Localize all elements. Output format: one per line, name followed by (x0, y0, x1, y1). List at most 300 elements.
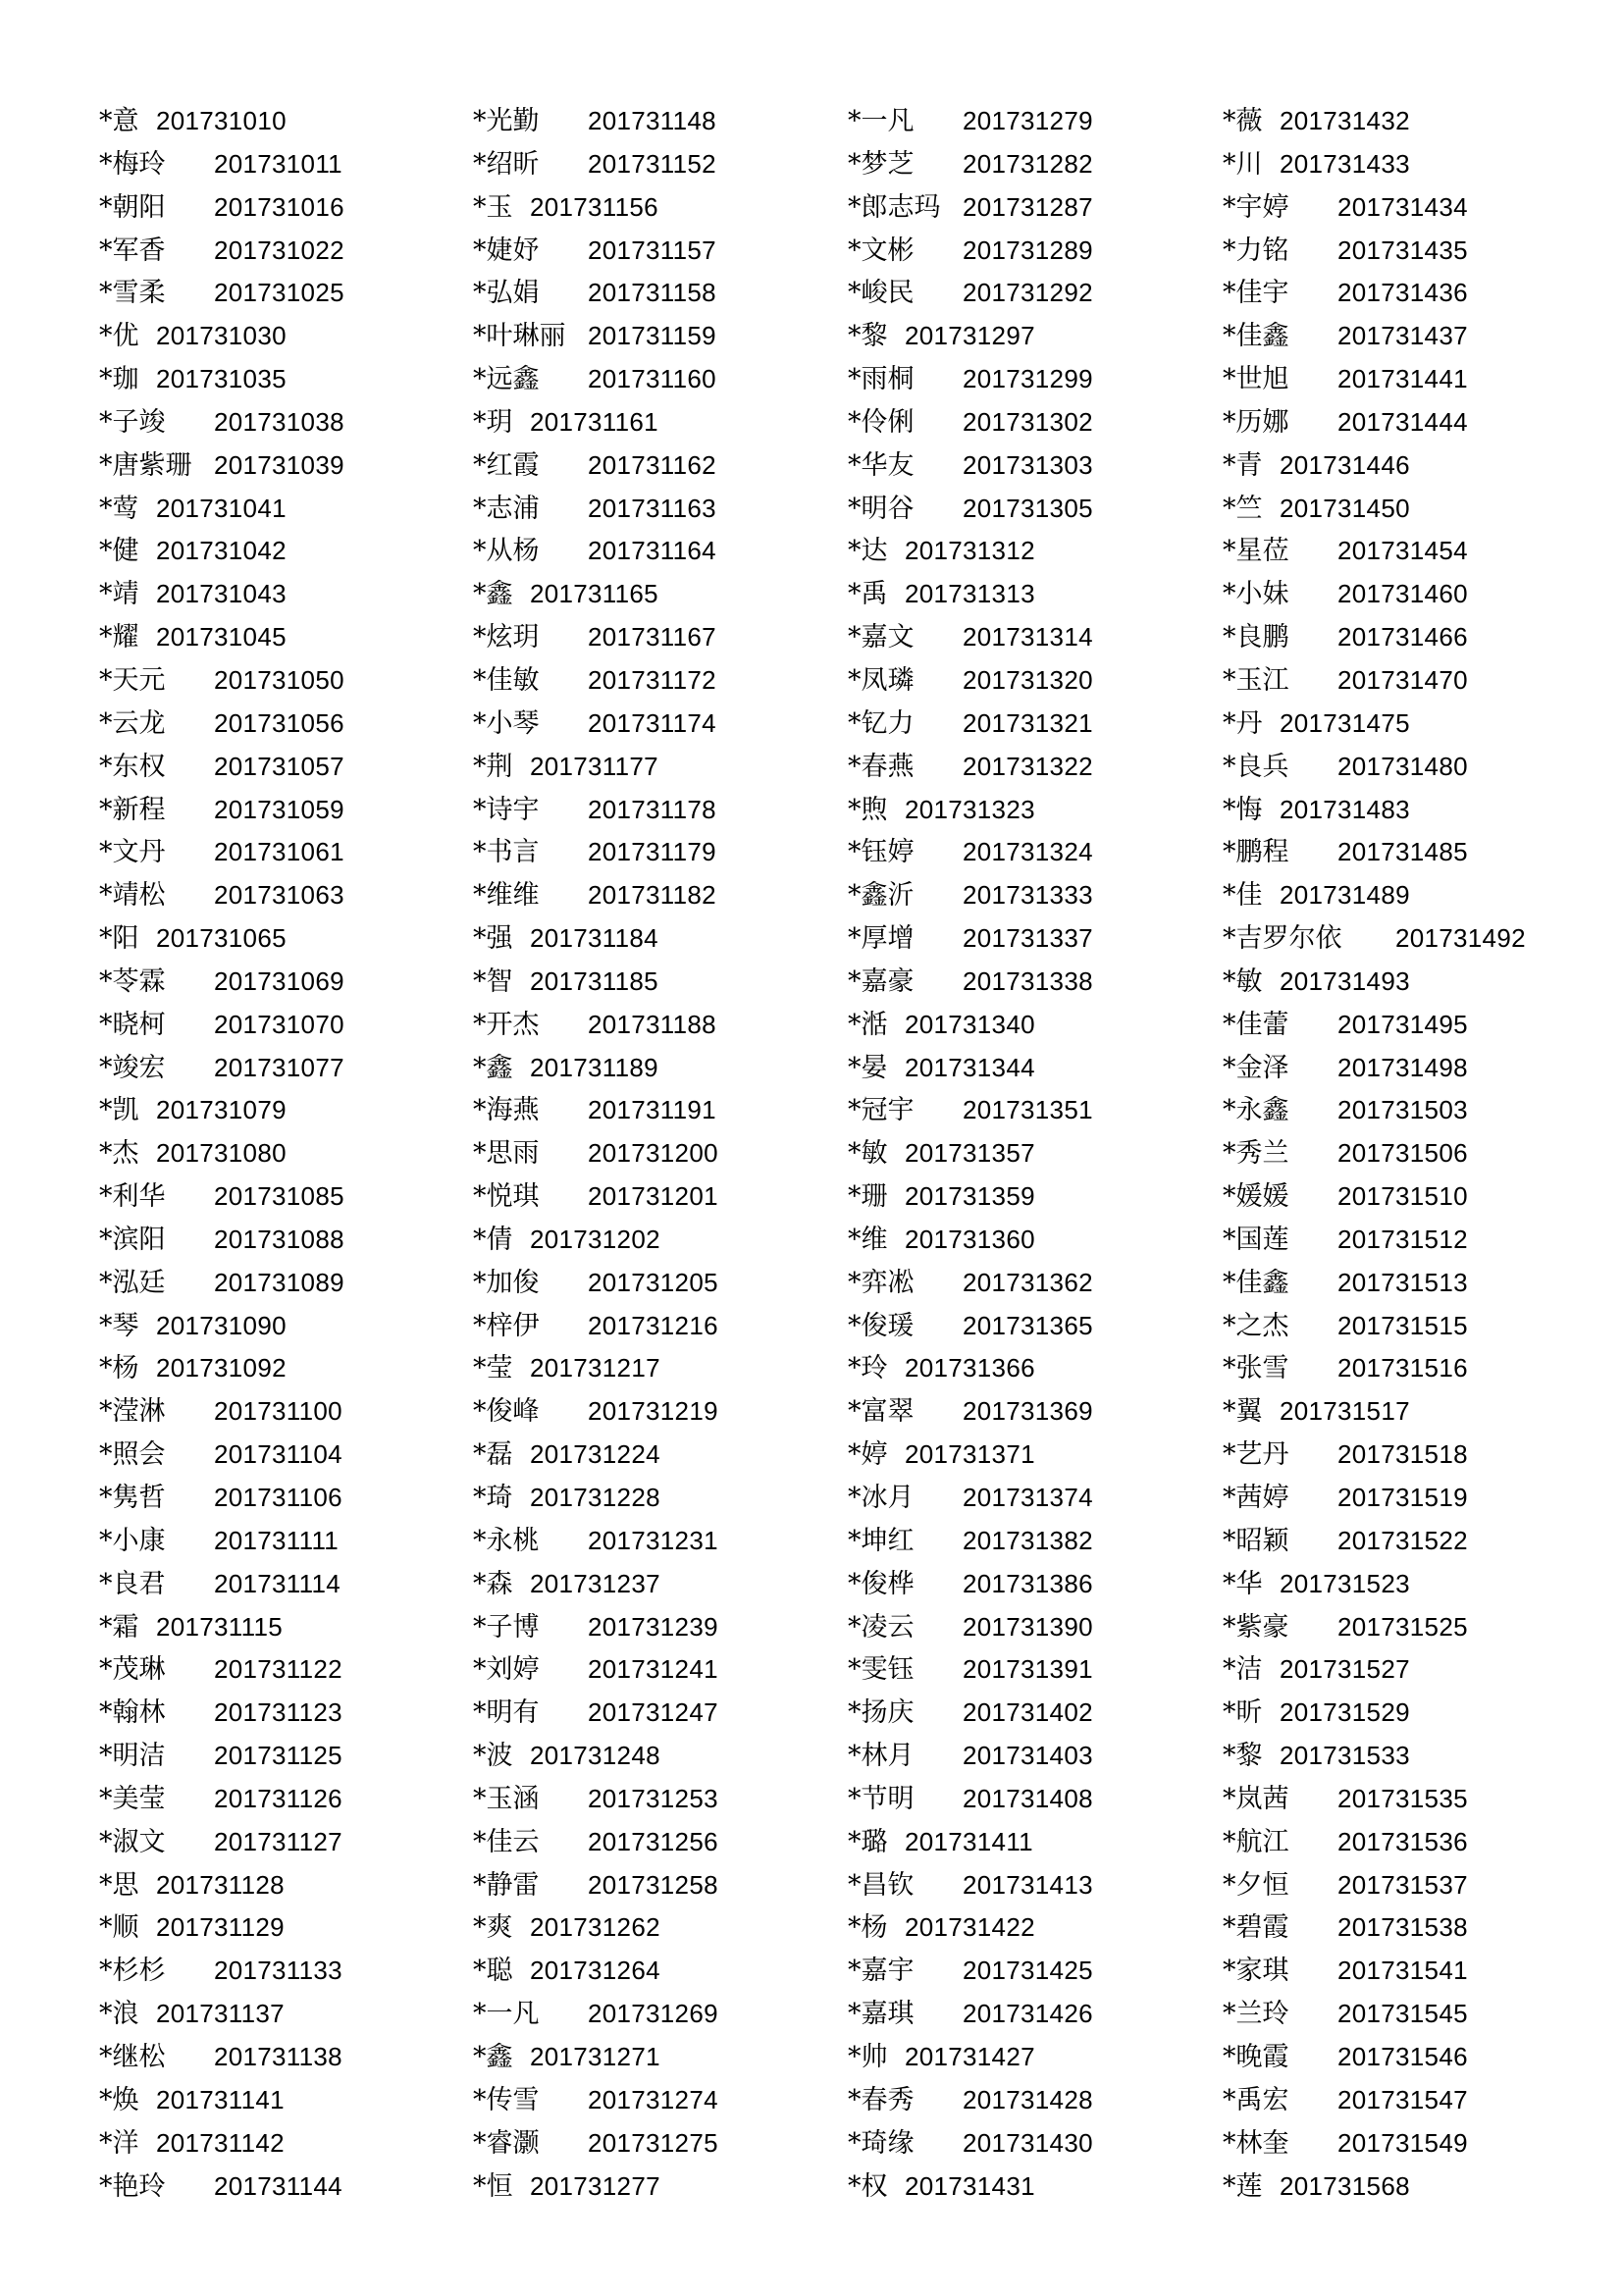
student-name: *鑫 (473, 579, 513, 610)
list-item (848, 1864, 1221, 1907)
student-name: *嘉琪 (848, 1999, 915, 2030)
student-id: 201731125 (214, 1741, 342, 1771)
student-id: 201731475 (1280, 707, 1410, 738)
student-name: *凯 (99, 1095, 139, 1126)
student-name: *俊峰 (473, 1396, 540, 1428)
student-id: 201731100 (214, 1396, 342, 1427)
list-item (1223, 1692, 1596, 1735)
student-name: *军香 (99, 235, 166, 266)
student-id: 201731141 (156, 2084, 285, 2114)
student-id: 201731011 (214, 148, 342, 179)
list-item (99, 444, 472, 488)
student-name: *佳敏 (473, 664, 540, 696)
student-id: 201731241 (588, 1654, 718, 1685)
student-id: 201731043 (156, 579, 287, 609)
student-name: *璐 (848, 1826, 888, 1857)
student-id: 201731365 (963, 1310, 1093, 1340)
student-name: *鹏程 (1223, 837, 1289, 868)
student-name: *泓廷 (99, 1267, 166, 1298)
student-name: *宇婷 (1223, 191, 1289, 223)
student-id: 201731313 (905, 579, 1035, 609)
student-name: *永鑫 (1223, 1095, 1289, 1126)
student-name: *梓伊 (473, 1310, 540, 1341)
student-id: 201731184 (530, 923, 658, 954)
student-name: *苓霖 (99, 965, 166, 997)
student-id: 201731016 (214, 191, 344, 222)
student-name: *倩 (473, 1224, 513, 1255)
student-id: 201731382 (963, 1525, 1093, 1555)
student-id: 201731338 (963, 965, 1093, 996)
list-item (1223, 488, 1596, 531)
student-id: 201731299 (963, 364, 1093, 394)
list-item (99, 1606, 472, 1649)
student-id: 201731297 (905, 321, 1035, 351)
list-item (473, 1434, 846, 1477)
student-name: *弘娟 (473, 278, 540, 309)
student-id: 201731517 (1280, 1396, 1410, 1427)
student-id: 201731525 (1337, 1611, 1468, 1642)
list-item (473, 917, 846, 961)
student-name: *淑文 (99, 1826, 166, 1857)
list-item (1223, 1047, 1596, 1090)
list-item (1223, 358, 1596, 401)
student-id: 201731115 (156, 1611, 283, 1642)
list-item (99, 659, 472, 703)
student-name: *岚茜 (1223, 1783, 1289, 1814)
student-name: *杰 (99, 1138, 139, 1170)
list-item (848, 1262, 1221, 1305)
student-name: *开杰 (473, 1009, 540, 1040)
student-name: *翰林 (99, 1697, 166, 1729)
student-name: *弈凇 (848, 1267, 915, 1298)
student-id: 201731191 (588, 1095, 716, 1125)
student-id: 201731506 (1337, 1138, 1468, 1169)
list-item (99, 1520, 472, 1563)
student-id: 201731492 (1395, 923, 1526, 954)
student-id: 201731360 (905, 1224, 1035, 1254)
student-id: 201731431 (905, 2170, 1035, 2201)
list-item (99, 1434, 472, 1477)
student-id: 201731217 (530, 1353, 660, 1383)
list-item (473, 1262, 846, 1305)
list-item (848, 186, 1221, 230)
list-item (473, 315, 846, 358)
student-name: *川 (1223, 148, 1263, 180)
student-name: *华友 (848, 449, 915, 481)
list-item (473, 230, 846, 273)
student-id: 201731202 (530, 1224, 660, 1254)
student-name: *琴 (99, 1310, 139, 1341)
list-item (1223, 1821, 1596, 1864)
student-id: 201731513 (1337, 1267, 1468, 1297)
student-id: 201731200 (588, 1138, 718, 1169)
student-id: 201731174 (588, 707, 716, 738)
list-item (473, 1906, 846, 1950)
student-id: 201731219 (588, 1396, 718, 1427)
student-id: 201731056 (214, 707, 344, 738)
list-item (1223, 789, 1596, 832)
list-item (848, 1132, 1221, 1175)
list-item (99, 831, 472, 874)
student-id: 201731441 (1337, 364, 1468, 394)
student-id: 201731138 (214, 2041, 342, 2071)
student-id: 201731460 (1337, 579, 1468, 609)
student-name: *昕 (1223, 1697, 1263, 1729)
list-item (473, 1305, 846, 1348)
student-name: *琦缘 (848, 2127, 915, 2159)
student-name: *茜婷 (1223, 1483, 1289, 1513)
list-item (1223, 1778, 1596, 1821)
student-id: 201731069 (214, 965, 344, 996)
student-id: 201731568 (1280, 2170, 1410, 2201)
list-item (473, 2036, 846, 2079)
list-item (99, 1692, 472, 1735)
list-item (473, 703, 846, 746)
student-name: *滢淋 (99, 1396, 166, 1428)
student-id: 201731289 (963, 235, 1093, 265)
list-item (99, 315, 472, 358)
student-name: *鑫 (473, 2041, 513, 2072)
name-column-1 (99, 100, 472, 2208)
student-name: *晏 (848, 1052, 888, 1083)
student-name: *丹 (1223, 707, 1263, 739)
list-item (1223, 272, 1596, 315)
list-item (99, 1175, 472, 1219)
student-name: *滨阳 (99, 1224, 166, 1255)
student-id: 201731247 (588, 1697, 718, 1728)
list-item (1223, 2036, 1596, 2079)
list-item (1223, 1735, 1596, 1778)
list-item (473, 1864, 846, 1907)
list-item (99, 1821, 472, 1864)
student-id: 201731088 (214, 1224, 344, 1254)
student-id: 201731515 (1337, 1310, 1468, 1340)
student-id: 201731450 (1280, 493, 1410, 523)
student-name: *佳鑫 (1223, 1267, 1289, 1298)
student-id: 201731157 (588, 235, 716, 265)
student-name: *达 (848, 536, 888, 567)
list-item (848, 1305, 1221, 1348)
student-id: 201731161 (530, 406, 658, 437)
list-item (473, 659, 846, 703)
student-name: *一凡 (473, 1999, 540, 2030)
student-id: 201731371 (905, 1439, 1035, 1470)
student-name: *之杰 (1223, 1310, 1289, 1341)
student-id: 201731522 (1337, 1525, 1468, 1555)
student-name: *焕 (99, 2084, 139, 2115)
list-item (1223, 1477, 1596, 1520)
list-item (848, 143, 1221, 186)
student-name: *雪柔 (99, 278, 166, 309)
student-id: 201731030 (156, 321, 287, 351)
list-item (1223, 2079, 1596, 2122)
list-item (99, 2036, 472, 2079)
student-name: *维 (848, 1224, 888, 1255)
list-item (99, 1305, 472, 1348)
student-id: 201731312 (905, 536, 1035, 566)
student-id: 201731090 (156, 1310, 287, 1340)
student-name: *冰月 (848, 1483, 915, 1513)
student-id: 201731177 (530, 751, 658, 781)
list-item (848, 401, 1221, 444)
student-name: *紫豪 (1223, 1611, 1289, 1643)
student-id: 201731386 (963, 1568, 1093, 1598)
list-item (99, 488, 472, 531)
list-item (848, 1434, 1221, 1477)
list-item (473, 401, 846, 444)
student-id: 201731035 (156, 364, 287, 394)
list-item (99, 1390, 472, 1434)
list-item (848, 272, 1221, 315)
student-name: *晓柯 (99, 1009, 166, 1040)
student-id: 201731466 (1337, 622, 1468, 652)
student-id: 201731065 (156, 923, 287, 954)
student-id: 201731523 (1280, 1568, 1410, 1598)
student-name: *嘉文 (848, 622, 915, 653)
student-name: *夕恒 (1223, 1869, 1289, 1901)
student-name: *书言 (473, 837, 540, 868)
list-item (1223, 2166, 1596, 2209)
list-item (473, 488, 846, 531)
student-name: *恒 (473, 2170, 513, 2202)
student-id: 201731137 (156, 1999, 285, 2029)
student-id: 201731320 (963, 664, 1093, 695)
list-item (99, 1648, 472, 1692)
student-name: *唐紫珊 (99, 449, 192, 481)
student-id: 201731122 (214, 1654, 342, 1685)
list-item (473, 874, 846, 917)
student-id: 201731337 (963, 923, 1093, 954)
student-id: 201731010 (156, 106, 287, 135)
student-id: 201731435 (1337, 235, 1468, 265)
list-item (1223, 1520, 1596, 1563)
student-id: 201731061 (214, 837, 344, 867)
student-name: *敏 (848, 1138, 888, 1170)
student-name: *禹 (848, 579, 888, 610)
student-name: *薇 (1223, 106, 1263, 136)
student-name: *黎 (848, 321, 888, 352)
student-id: 201731470 (1337, 664, 1468, 695)
list-item (99, 1950, 472, 1993)
student-name: *权 (848, 2170, 888, 2202)
student-name: *红霞 (473, 449, 540, 481)
list-item (99, 703, 472, 746)
list-item (473, 789, 846, 832)
student-id: 201731152 (588, 148, 716, 179)
student-id: 201731189 (530, 1052, 658, 1082)
student-id: 201731444 (1337, 406, 1468, 437)
student-id: 201731321 (963, 707, 1093, 738)
student-id: 201731092 (156, 1353, 287, 1383)
student-name: *洁 (1223, 1654, 1263, 1686)
student-name: *林月 (848, 1741, 915, 1772)
list-item (1223, 230, 1596, 273)
student-name: *霜 (99, 1611, 139, 1643)
student-id: 201731305 (963, 493, 1093, 523)
student-id: 201731237 (530, 1568, 660, 1598)
student-name: *志浦 (473, 493, 540, 524)
student-name: *伶俐 (848, 406, 915, 438)
student-id: 201731359 (905, 1181, 1035, 1212)
student-name: *张雪 (1223, 1353, 1289, 1384)
student-name: *煦 (848, 794, 888, 825)
student-name: *从杨 (473, 536, 540, 567)
list-item (473, 746, 846, 789)
list-item (848, 2122, 1221, 2166)
student-id: 201731039 (214, 449, 344, 480)
student-id: 201731362 (963, 1267, 1093, 1297)
student-name: *玥 (473, 406, 513, 438)
list-item (99, 917, 472, 961)
list-item (99, 1735, 472, 1778)
student-name: *文丹 (99, 837, 166, 868)
list-item (848, 1347, 1221, 1390)
list-item (1223, 1089, 1596, 1132)
student-id: 201731366 (905, 1353, 1035, 1383)
student-name: *竣宏 (99, 1052, 166, 1083)
student-id: 201731224 (530, 1439, 660, 1470)
student-id: 201731144 (214, 2170, 342, 2201)
student-id: 201731549 (1337, 2127, 1468, 2158)
student-id: 201731436 (1337, 278, 1468, 308)
list-item (99, 1778, 472, 1821)
student-id: 201731411 (905, 1826, 1033, 1856)
student-name: *梅玲 (99, 148, 166, 180)
student-id: 201731050 (214, 664, 344, 695)
list-item (1223, 1132, 1596, 1175)
student-id: 201731165 (530, 579, 658, 609)
student-id: 201731357 (905, 1138, 1035, 1169)
student-name: *节明 (848, 1783, 915, 1814)
student-name: *炫玥 (473, 622, 540, 653)
list-item (1223, 917, 1596, 961)
student-name: *媛媛 (1223, 1181, 1289, 1213)
student-id: 201731533 (1280, 1741, 1410, 1771)
list-item (1223, 530, 1596, 573)
student-id: 201731547 (1337, 2084, 1468, 2114)
list-item (473, 1089, 846, 1132)
student-name: *小妹 (1223, 579, 1289, 610)
student-id: 201731172 (588, 664, 716, 695)
student-name: *吉罗尔依 (1223, 923, 1342, 955)
student-id: 201731433 (1280, 148, 1410, 179)
student-id: 201731437 (1337, 321, 1468, 351)
list-item (1223, 2122, 1596, 2166)
student-id: 201731156 (530, 191, 658, 222)
student-id: 201731344 (905, 1052, 1035, 1082)
list-item (473, 1347, 846, 1390)
list-item (473, 1648, 846, 1692)
list-item (473, 143, 846, 186)
list-item (473, 1692, 846, 1735)
student-id: 201731480 (1337, 751, 1468, 781)
student-name: *鑫沂 (848, 880, 915, 912)
student-name: *良鹏 (1223, 622, 1289, 653)
list-item (848, 1906, 1221, 1950)
student-id: 201731164 (588, 536, 716, 566)
student-id: 201731454 (1337, 536, 1468, 566)
student-id: 201731179 (588, 837, 716, 867)
student-name: *艺丹 (1223, 1439, 1289, 1471)
student-id: 201731089 (214, 1267, 344, 1297)
list-item (99, 1906, 472, 1950)
list-item (848, 789, 1221, 832)
student-name: *利华 (99, 1181, 166, 1213)
student-name: *智 (473, 965, 513, 997)
student-id: 201731333 (963, 880, 1093, 911)
student-id: 201731390 (963, 1611, 1093, 1642)
student-id: 201731162 (588, 449, 716, 480)
list-item (99, 616, 472, 659)
student-id: 201731253 (588, 1783, 718, 1813)
list-item (1223, 1305, 1596, 1348)
student-id: 201731314 (963, 622, 1093, 652)
student-name: *钇力 (848, 707, 915, 739)
student-id: 201731351 (963, 1095, 1093, 1125)
list-item (1223, 831, 1596, 874)
list-item (848, 703, 1221, 746)
student-name: *睿灏 (473, 2127, 540, 2159)
student-name: *婕妤 (473, 235, 540, 266)
student-id: 201731302 (963, 406, 1093, 437)
student-id: 201731292 (963, 278, 1093, 308)
list-item (473, 1175, 846, 1219)
list-item (473, 1047, 846, 1090)
student-id: 201731148 (588, 106, 716, 135)
student-id: 201731178 (588, 794, 716, 824)
student-name: *杨 (848, 1912, 888, 1944)
list-item (473, 1390, 846, 1434)
list-item (1223, 961, 1596, 1004)
list-item (473, 1778, 846, 1821)
student-name: *家琪 (1223, 1956, 1289, 1987)
student-id: 201731287 (963, 191, 1093, 222)
list-item (99, 2122, 472, 2166)
student-name: *刘婷 (473, 1654, 540, 1686)
student-id: 201731228 (530, 1483, 660, 1512)
list-item (99, 1219, 472, 1262)
student-id: 201731269 (588, 1999, 718, 2029)
student-id: 201731512 (1337, 1224, 1468, 1254)
list-item (1223, 1950, 1596, 1993)
list-item (473, 186, 846, 230)
list-item (99, 1563, 472, 1606)
student-id: 201731063 (214, 880, 344, 911)
student-id: 201731167 (588, 622, 716, 652)
student-name: *凌云 (848, 1611, 915, 1643)
student-id: 201731428 (963, 2084, 1093, 2114)
student-name: *世旭 (1223, 364, 1289, 395)
list-item (99, 530, 472, 573)
list-item (848, 917, 1221, 961)
list-item (1223, 1175, 1596, 1219)
student-name: *靖松 (99, 880, 166, 912)
list-item (99, 272, 472, 315)
list-item (473, 831, 846, 874)
student-id: 201731256 (588, 1826, 718, 1856)
list-item (848, 315, 1221, 358)
student-name: *传雪 (473, 2084, 540, 2115)
list-item (99, 1047, 472, 1090)
list-item (1223, 1219, 1596, 1262)
list-item (848, 831, 1221, 874)
list-item (473, 573, 846, 616)
list-item (1223, 1390, 1596, 1434)
student-name: *天元 (99, 664, 166, 696)
student-id: 201731085 (214, 1181, 344, 1212)
student-id: 201731374 (963, 1483, 1093, 1512)
student-name: *俊桦 (848, 1568, 915, 1599)
